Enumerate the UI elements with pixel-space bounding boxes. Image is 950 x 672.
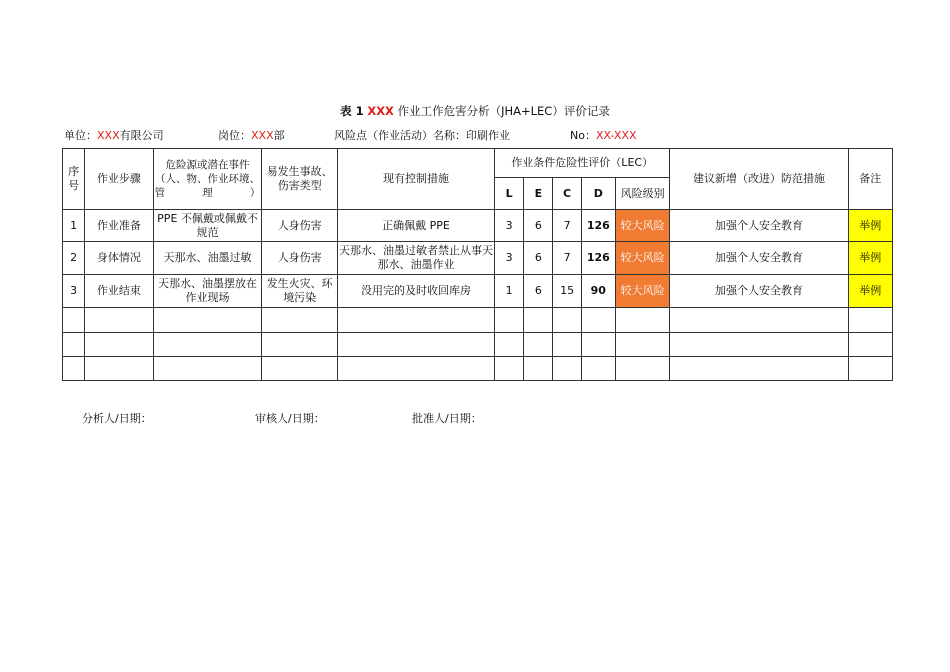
risk-point-field: 风险点（作业活动）名称：印刷作业 — [334, 129, 510, 142]
cell-D: 90 — [581, 275, 615, 308]
cell-E: 6 — [524, 210, 553, 242]
reviewer-label: 审核人/日期： — [255, 412, 325, 425]
cell-controls: 没用完的及时收回库房 — [337, 275, 494, 308]
cell-remark: 举例 — [848, 242, 892, 275]
cell-suggest: 加强个人安全教育 — [670, 275, 848, 308]
cell-seq: 1 — [63, 210, 85, 242]
post-field — [218, 127, 285, 143]
unit-value: XXX — [97, 129, 120, 142]
unit-label: 单位： — [64, 129, 97, 142]
cell-E: 6 — [524, 275, 553, 308]
cell-level: 较大风险 — [615, 210, 669, 242]
header-lec-group: 作业条件危险性评价（LEC） — [495, 149, 670, 178]
cell-accident: 人身伤害 — [262, 210, 338, 242]
header-remark: 备注 — [848, 149, 892, 210]
cell-controls: 正确佩戴 PPE — [337, 210, 494, 242]
post-value: XXX — [251, 129, 274, 142]
post-suffix: 部 — [273, 129, 285, 142]
cell-C: 7 — [553, 242, 581, 275]
header-D: D — [581, 178, 615, 210]
cell-remark: 举例 — [848, 275, 892, 308]
empty-row — [63, 308, 893, 333]
cell-step: 身体情况 — [85, 242, 153, 275]
analyst-label: 分析人/日期： — [82, 412, 152, 425]
unit-suffix: 有限公司 — [119, 129, 164, 142]
cell-C: 15 — [553, 275, 581, 308]
cell-controls: 天那水、油墨过敏者禁止从事天那水、油墨作业 — [337, 242, 494, 275]
cell-L: 3 — [495, 242, 524, 275]
cell-hazard: 天那水、油墨过敏 — [153, 242, 262, 275]
cell-remark: 举例 — [848, 210, 892, 242]
table-row — [63, 210, 893, 242]
cell-L: 1 — [495, 275, 524, 308]
cell-E: 6 — [524, 242, 553, 275]
header-controls: 现有控制措施 — [337, 149, 494, 210]
cell-D: 126 — [581, 210, 615, 242]
unit-field — [64, 127, 164, 143]
header-step: 作业步骤 — [85, 149, 153, 210]
cell-accident: 人身伤害 — [262, 242, 338, 275]
no-label: No： — [570, 129, 596, 142]
cell-suggest: 加强个人安全教育 — [670, 210, 848, 242]
header-L: L — [495, 178, 524, 210]
title-main: 作业工作危害分析（JHA+LEC）评价记录 — [397, 104, 610, 118]
cell-hazard: PPE 不佩戴或佩戴不规范 — [153, 210, 262, 242]
cell-level: 较大风险 — [615, 275, 669, 308]
document-title — [0, 103, 950, 119]
header-hazard: 危险源或潜在事件（人、物、作业环境、管理） — [153, 149, 262, 210]
cell-accident: 发生火灾、环境污染 — [262, 275, 338, 308]
cell-hazard: 天那水、油墨摆放在作业现场 — [153, 275, 262, 308]
cell-L: 3 — [495, 210, 524, 242]
post-label: 岗位： — [218, 129, 251, 142]
jha-lec-table — [62, 148, 893, 381]
cell-step: 作业结束 — [85, 275, 153, 308]
header-accident: 易发生事故、伤害类型 — [262, 149, 338, 210]
cell-seq: 3 — [63, 275, 85, 308]
header-suggest: 建议新增（改进）防范措施 — [670, 149, 848, 210]
header-row-1 — [63, 149, 893, 178]
title-prefix: 表 1 — [340, 104, 364, 118]
cell-step: 作业准备 — [85, 210, 153, 242]
approver-label: 批准人/日期： — [412, 412, 482, 425]
title-company: XXX — [367, 104, 394, 118]
empty-row — [63, 333, 893, 357]
table-row — [63, 275, 893, 308]
header-C: C — [553, 178, 581, 210]
cell-seq: 2 — [63, 242, 85, 275]
empty-row — [63, 357, 893, 381]
no-field — [570, 127, 637, 143]
header-seq: 序号 — [63, 149, 85, 210]
cell-D: 126 — [581, 242, 615, 275]
table-row — [63, 242, 893, 275]
cell-C: 7 — [553, 210, 581, 242]
cell-level: 较大风险 — [615, 242, 669, 275]
cell-suggest: 加强个人安全教育 — [670, 242, 848, 275]
header-level: 风险级别 — [615, 178, 669, 210]
header-E: E — [524, 178, 553, 210]
no-value: XX-XXX — [595, 129, 637, 142]
